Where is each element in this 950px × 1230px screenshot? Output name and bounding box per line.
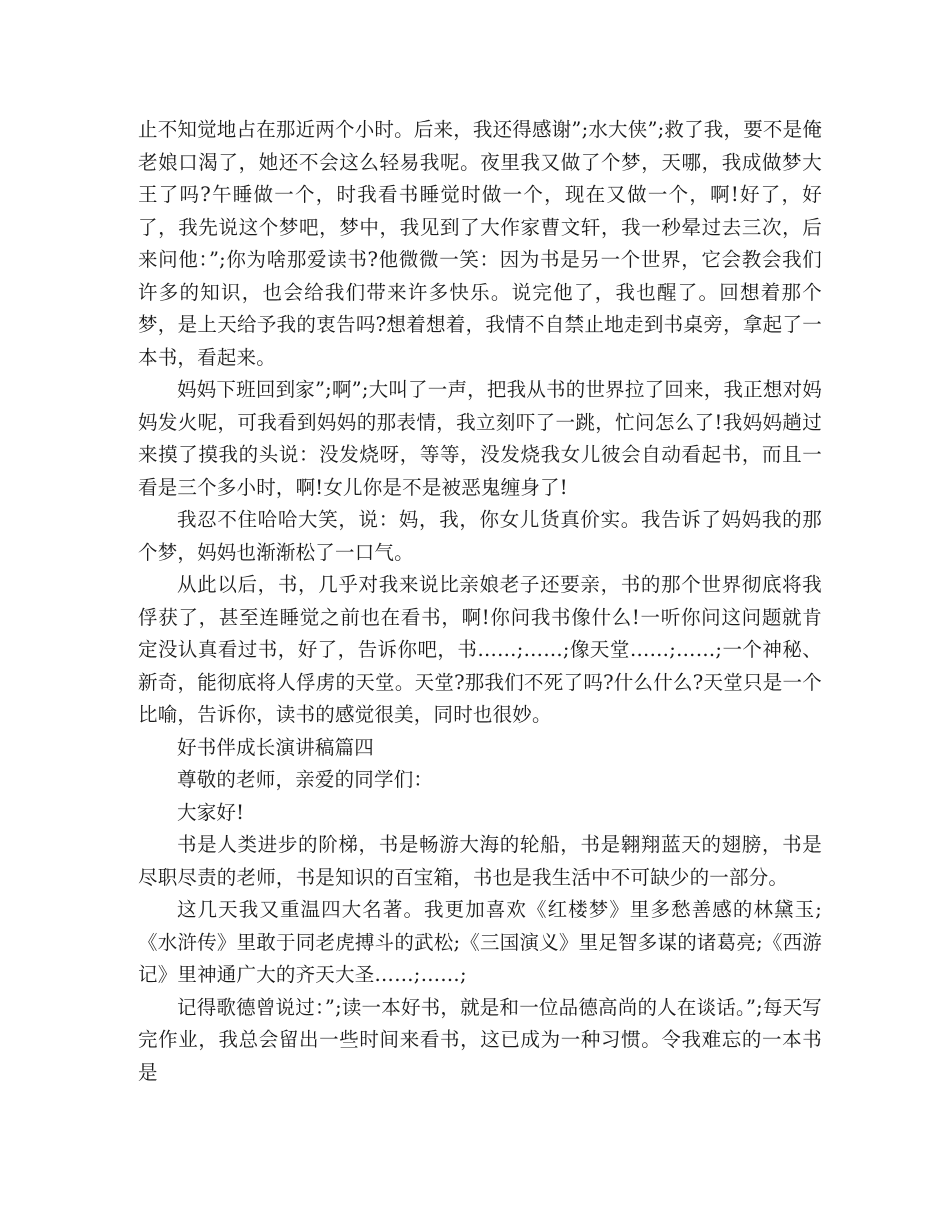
paragraph: 这几天我又重温四大名著。我更加喜欢《红楼梦》里多愁善感的林黛玉;《水浒传》里敢于同老虎搏斗的武松;《三国演义》里足智多谋的诸葛亮;《西游记》里神通广大的齐天大圣……;……; <box>138 898 822 986</box>
paragraph: 从此以后，书，几乎对我来说比亲娘老子还要亲，书的那个世界彻底将我俘获了，甚至连睡觉之前也在看书，啊!你问我书像什么!一听你问这问题就肯定没认真看过书，好了，告诉你吧，书……;……;像天堂……;……;一个神秘、新奇，能彻底将人俘虏的天堂。天堂?那我们不死了吗?什么什么?天堂只是一个比喻，告诉你，读书的感觉很美，同时也很妙。 <box>138 573 822 726</box>
section-heading: 好书伴成长演讲稿篇四 <box>177 735 375 759</box>
paragraph: 我忍不住哈哈大笑，说：妈，我，你女儿货真价实。我告诉了妈妈我的那个梦，妈妈也渐渐松了一口气。 <box>138 508 822 564</box>
paragraph: 止不知觉地占在那近两个小时。后来，我还得感谢”;水大侠”;救了我，要不是俺老娘口渴了，她还不会这么轻易我呢。夜里我又做了个梦，天哪，我成做梦大王了吗?午睡做一个，时我看书睡觉时做一个，现在又做一个，啊!好了，好了，我先说这个梦吧，梦中，我见到了大作家曹文轩，我一秒晕过去三次，后来问他：”;你为啥那爱读书?他微微一笑：因为书是另一个世界，它会教会我们许多的知识，也会给我们带来许多快乐。说完他了，我也醒了。回想着那个梦，是上天给予我的衷告吗?想着想着，我情不自禁止地走到书桌旁，拿起了一本书，看起来。 <box>138 118 822 369</box>
greeting: 大家好! <box>177 800 245 824</box>
paragraph: 妈妈下班回到家”;啊”;大叫了一声，把我从书的世界拉了回来，我正想对妈妈发火呢，可我看到妈妈的那表情，我立刻吓了一跳，忙问怎么了!我妈妈趟过来摸了摸我的头说：没发烧呀，等等，没发烧我女儿彼会自动看起书，而且一看是三个多小时，啊!女儿你是不是被恶鬼缠身了! <box>138 378 822 499</box>
salutation: 尊敬的老师，亲爱的同学们： <box>177 768 434 791</box>
paragraph: 书是人类进步的阶梯，书是畅游大海的轮船，书是翱翔蓝天的翅膀，书是尽职尽责的老师，书是知识的百宝箱，书也是我生活中不可缺少的一部分。 <box>138 833 822 889</box>
document-body <box>138 114 822 1089</box>
paragraph: 记得歌德曾说过：”;读一本好书，就是和一位品德高尚的人在谈话。”;每天写完作业，我总会留出一些时间来看书，这已成为一种习惯。令我难忘的一本书是 <box>138 995 822 1084</box>
